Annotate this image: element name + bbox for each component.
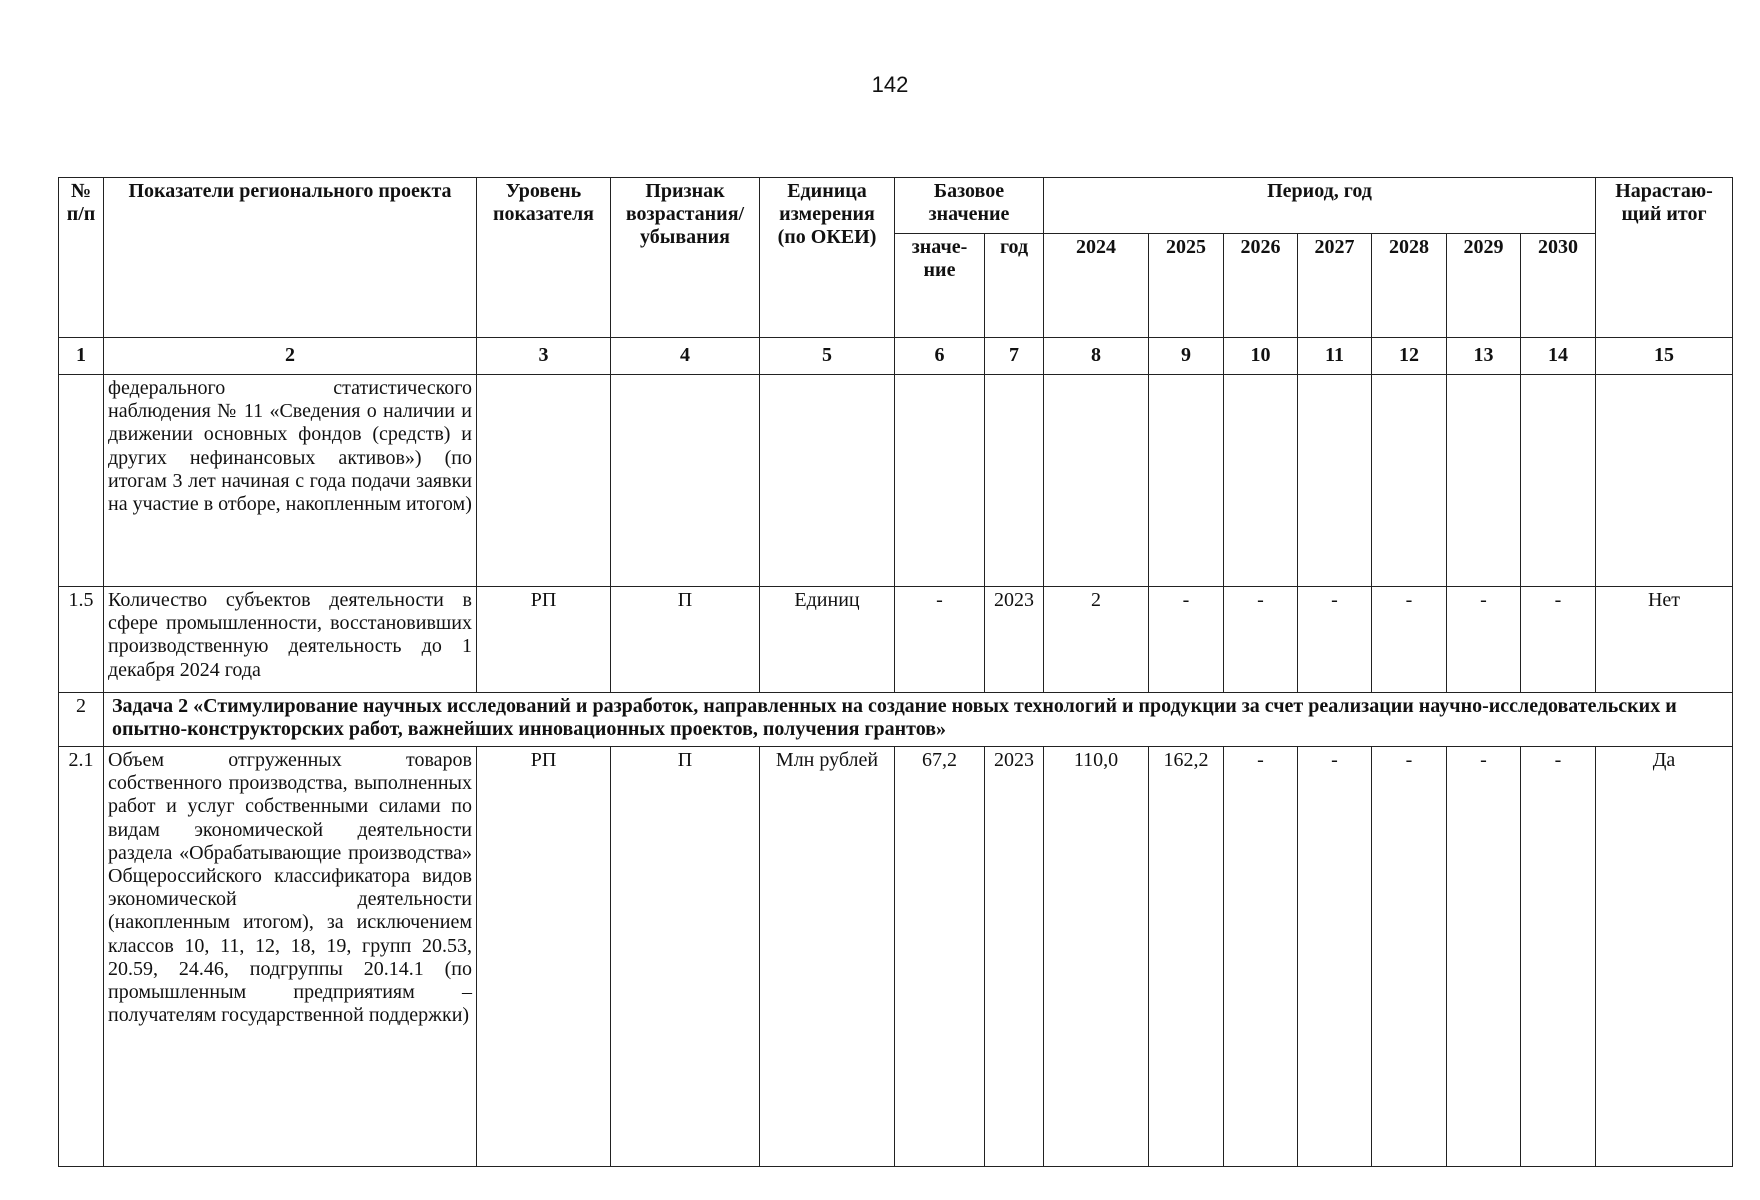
task-title: Задача 2 «Стимулирование научных исследований и разработок, направленных на создание новых технологий и продукции за счет реализации научно-исследовательских и опытно-конструкторских работ, важнейших инновационных проектов, получения грантов» — [104, 693, 1733, 747]
header-base-year: год — [985, 234, 1044, 338]
header-year: 2026 — [1224, 234, 1298, 338]
header-trend: Признак возрастания/ убывания — [611, 178, 760, 338]
task-row — [59, 693, 1733, 747]
indicator-trend: П — [611, 587, 760, 693]
year-value: - — [1298, 587, 1372, 693]
cumulative-value: Нет — [1596, 587, 1733, 693]
year-value: 162,2 — [1149, 747, 1224, 1167]
col-number: 9 — [1149, 338, 1224, 375]
header-year: 2029 — [1447, 234, 1521, 338]
year-value: 2 — [1044, 587, 1149, 693]
indicator-trend: П — [611, 747, 760, 1167]
base-year: 2023 — [985, 587, 1044, 693]
header-cumulative: Нарастаю-щий итог — [1596, 178, 1733, 338]
task-num: 2 — [59, 693, 104, 747]
col-number: 4 — [611, 338, 760, 375]
year-value: - — [1298, 747, 1372, 1167]
header-num: № п/п — [59, 178, 104, 338]
header-indicator: Показатели регионального проекта — [104, 178, 477, 338]
col-number: 7 — [985, 338, 1044, 375]
col-number: 1 — [59, 338, 104, 375]
col-number: 15 — [1596, 338, 1733, 375]
col-number: 11 — [1298, 338, 1372, 375]
header-year: 2025 — [1149, 234, 1224, 338]
base-value: 67,2 — [895, 747, 985, 1167]
col-number: 13 — [1447, 338, 1521, 375]
indicator-name: Количество субъектов деятельности в сфере промышленности, восстановивших производственную деятельность до 1 декабря 2024 года — [104, 587, 477, 693]
indicator-name-continuation: федерального статистического наблюдения № 11 «Сведения о наличии и движении основных фондов (средств) и других нефинансовых активов») (по итогам 3 лет начиная с года подачи заявки на участие в отборе, накопленным итогом) — [104, 375, 477, 587]
year-value: - — [1149, 587, 1224, 693]
header-level: Уровень показателя — [477, 178, 611, 338]
indicator-level: РП — [477, 587, 611, 693]
year-value: - — [1521, 587, 1596, 693]
year-value: 110,0 — [1044, 747, 1149, 1167]
indicator-level: РП — [477, 747, 611, 1167]
indicator-name: Объем отгруженных товаров собственного производства, выполненных работ и услуг собственными силами по видам экономической деятельности раздела «Обрабатывающие производства» Общероссийского классификатора видов экономической деятельности (накопленным итогом), за исключением классов 10, 11, 12, 18, 19, групп 20.53, 20.59, 24.46, подгруппы 20.14.1 (по промышленным предприятиям – получателям государственной поддержки) — [104, 747, 477, 1167]
year-value: - — [1372, 587, 1447, 693]
cumulative-value: Да — [1596, 747, 1733, 1167]
header-year: 2027 — [1298, 234, 1372, 338]
col-number: 14 — [1521, 338, 1596, 375]
year-value: - — [1224, 587, 1298, 693]
table-row — [59, 375, 1733, 587]
indicator-unit: Млн рублей — [760, 747, 895, 1167]
header-base-value: значе-ние — [895, 234, 985, 338]
year-value: - — [1521, 747, 1596, 1167]
header-unit: Единица измерения (по ОКЕИ) — [760, 178, 895, 338]
row-num: 2.1 — [59, 747, 104, 1167]
header-year: 2030 — [1521, 234, 1596, 338]
col-number: 8 — [1044, 338, 1149, 375]
year-value: - — [1447, 747, 1521, 1167]
col-number: 5 — [760, 338, 895, 375]
row-num: 1.5 — [59, 587, 104, 693]
col-number: 6 — [895, 338, 985, 375]
year-value: - — [1224, 747, 1298, 1167]
table-row — [59, 587, 1733, 693]
header-period: Период, год — [1044, 178, 1596, 234]
col-number: 10 — [1224, 338, 1298, 375]
year-value: - — [1447, 587, 1521, 693]
indicator-unit: Единиц — [760, 587, 895, 693]
base-value: - — [895, 587, 985, 693]
header-year: 2028 — [1372, 234, 1447, 338]
year-value: - — [1372, 747, 1447, 1167]
table-row — [59, 747, 1733, 1167]
col-number: 2 — [104, 338, 477, 375]
col-number: 12 — [1372, 338, 1447, 375]
header-base: Базовое значение — [895, 178, 1044, 234]
col-number: 3 — [477, 338, 611, 375]
page-number: 142 — [871, 72, 909, 97]
base-year: 2023 — [985, 747, 1044, 1167]
header-year: 2024 — [1044, 234, 1149, 338]
indicators-table — [58, 177, 1733, 1167]
